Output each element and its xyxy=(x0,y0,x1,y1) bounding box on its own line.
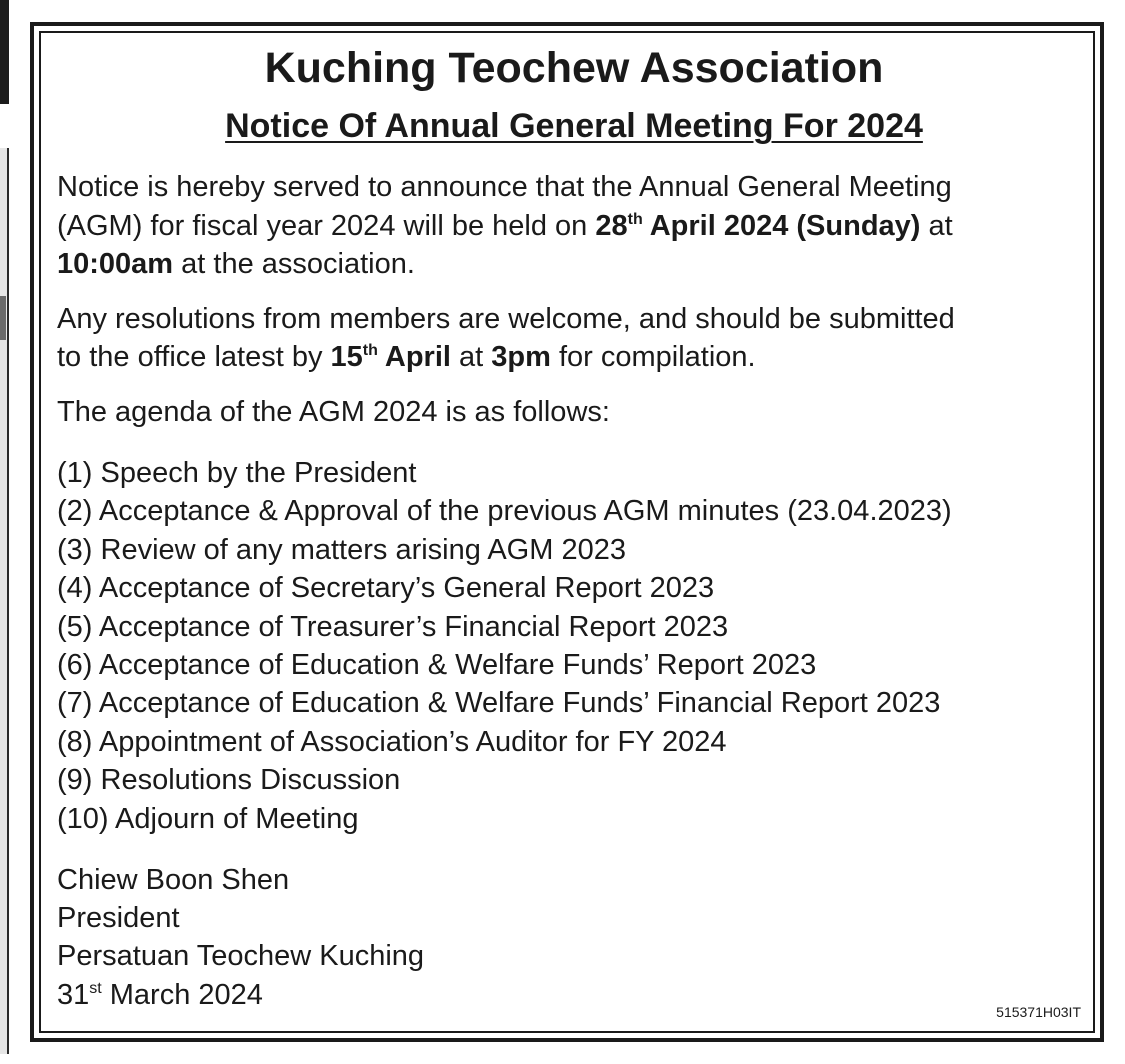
notice-date-suffix: st xyxy=(89,979,102,997)
resolutions-line-2-mid: at xyxy=(450,341,492,373)
notice-subtitle xyxy=(57,102,1091,150)
meeting-time: 10:00am xyxy=(57,248,174,280)
signatory-role: President xyxy=(57,902,180,935)
meeting-date xyxy=(595,210,920,242)
left-edge-bar-top xyxy=(0,0,9,104)
resolutions-line-2 xyxy=(57,338,1087,377)
deadline-day: 15 xyxy=(330,341,363,373)
resolutions-line-1: Any resolutions from members are welcome, and should be submitted xyxy=(57,302,955,335)
meeting-date-day: 28 xyxy=(595,209,628,242)
agenda-item: (6) Acceptance of Education & Welfare Funds’ Report 2023 xyxy=(57,649,817,682)
announcement-line-1: Notice is hereby served to announce that the Annual General Meeting xyxy=(57,171,952,203)
notice-subtitle-text: Notice Of Annual General Meeting For 2024 xyxy=(225,107,923,145)
meeting-date-suffix: th xyxy=(627,210,643,228)
announcement-line-3-rest: at the association. xyxy=(173,248,415,280)
deadline-date xyxy=(331,341,451,373)
notice-content xyxy=(57,40,1087,1014)
agenda-item: (2) Acceptance & Approval of the previous AGM minutes (23.04.2023) xyxy=(57,495,952,528)
notice-title: Kuching Teochew Association xyxy=(264,44,884,92)
notice-date-day: 31 xyxy=(57,978,90,1011)
left-edge-mark xyxy=(0,296,6,340)
notice-date xyxy=(57,976,1087,1014)
agenda-item: (7) Acceptance of Education & Welfare Funds’ Financial Report 2023 xyxy=(57,687,941,720)
agenda-item: (1) Speech by the President xyxy=(57,457,417,489)
agenda-item: (3) Review of any matters arising AGM 2023 xyxy=(57,533,626,566)
agenda-intro: The agenda of the AGM 2024 is as follows: xyxy=(57,395,610,428)
deadline-month: April xyxy=(377,341,451,373)
reference-code: 515371H03IT xyxy=(996,1004,1081,1020)
notice-date-rest: March 2024 xyxy=(101,978,263,1011)
deadline-suffix: th xyxy=(362,342,378,359)
deadline-time: 3pm xyxy=(491,341,551,373)
announcement-line-2-start: (AGM) for fiscal year 2024 will be held on xyxy=(57,209,596,242)
signature-block xyxy=(57,861,1087,1014)
signatory-organization: Persatuan Teochew Kuching xyxy=(57,940,425,973)
announcement-line-2-end: at xyxy=(920,209,953,242)
agenda-item: (8) Appointment of Association’s Auditor for FY 2024 xyxy=(57,725,727,758)
agenda-item: (9) Resolutions Discussion xyxy=(57,764,401,797)
announcement-paragraph xyxy=(57,168,1087,284)
resolutions-line-2-start: to the office latest by xyxy=(57,341,331,373)
meeting-date-rest: April 2024 (Sunday) xyxy=(642,209,921,242)
resolutions-paragraph xyxy=(57,300,1087,377)
agenda-item: (10) Adjourn of Meeting xyxy=(57,802,359,835)
resolutions-line-2-end: for compilation. xyxy=(550,341,756,373)
announcement-line-3 xyxy=(57,245,1087,284)
signatory-name: Chiew Boon Shen xyxy=(57,864,290,897)
agenda-item: (5) Acceptance of Treasurer’s Financial Report 2023 xyxy=(57,610,729,643)
agenda-list xyxy=(57,454,1087,838)
agenda-item: (4) Acceptance of Secretary’s General Report 2023 xyxy=(57,572,715,605)
announcement-line-2 xyxy=(57,207,1087,246)
left-edge-bar xyxy=(0,148,9,1054)
